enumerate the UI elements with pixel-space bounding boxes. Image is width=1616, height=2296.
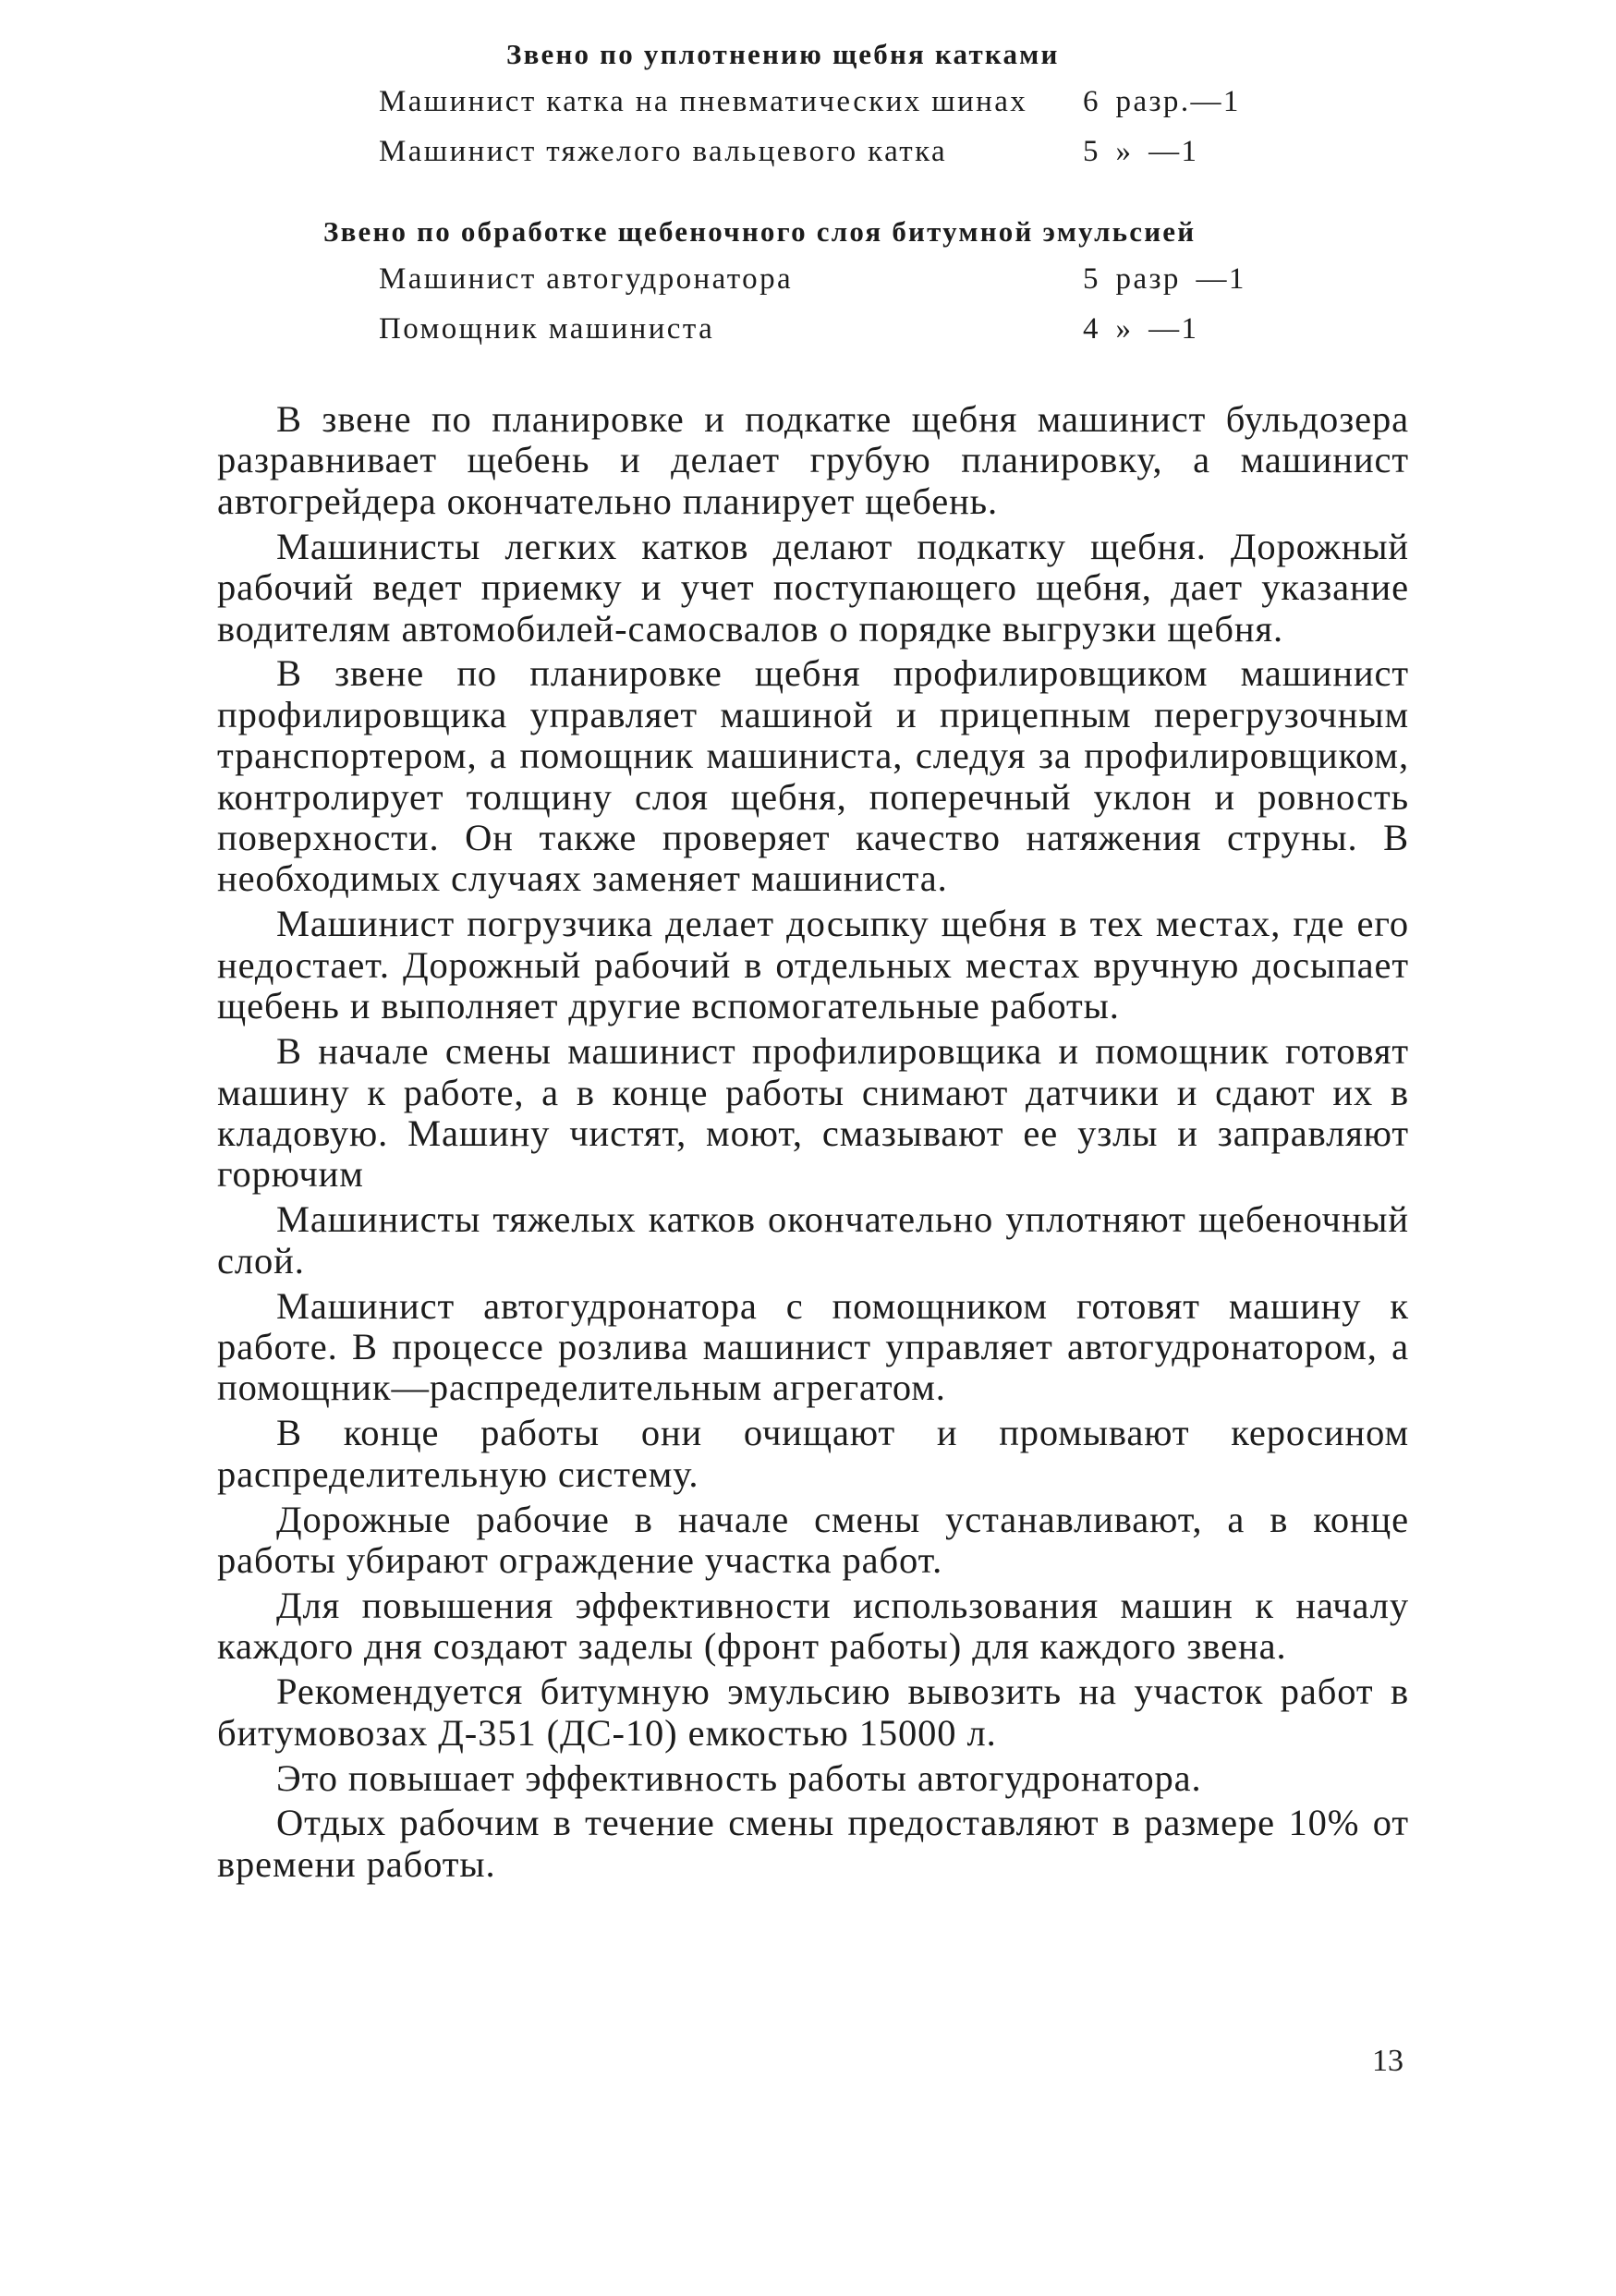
crew-grade: 5 разр —1 (1083, 262, 1246, 296)
paragraph: Машинисты тяжелых катков окончательно уплотняют щебеночный слой. (217, 1198, 1409, 1282)
crew-row (379, 312, 1238, 353)
crew-row (379, 262, 1246, 303)
paragraph: Для повышения эффективности использования машин к началу каждого дня создают заделы (фронт работы) для каждого звена. (217, 1584, 1409, 1668)
paragraph: Это повышает эффективность работы автогудронатора. (276, 1756, 1202, 1799)
crew-title-emulsion: Звено по обработке щебеночного слоя битумной эмульсией (323, 215, 1197, 248)
crew-grade: 4 » —1 (1083, 312, 1199, 346)
crew-title-compaction: Звено по уплотнению щебня катками (506, 38, 1060, 70)
body-text (217, 399, 1409, 1885)
paragraph: Рекомендуется битумную эмульсию вывозить на участок работ в битумовозах Д-351 (ДС-10) емкостью 15000 л. (217, 1670, 1409, 1754)
crew-grade: 6 разр.—1 (1083, 85, 1241, 118)
paragraph: Машинист автогудронатора с помощником готовят машину к работе. В процессе розлива машинист управляет автогудронатором, а помощник—распределительным агрегатом. (217, 1284, 1409, 1409)
crew-grade: 5 » —1 (1083, 135, 1199, 168)
crew-row (379, 135, 1238, 176)
paragraph: Машинисты легких катков делают подкатку щебня. Дорожный рабочий ведет приемку и учет поступающего щебня, дает указание водителям автомобилей-самосвалов о порядке выгрузки щебня. (217, 525, 1409, 650)
crew-role: Машинист автогудронатора (379, 262, 794, 296)
paragraph: Машинист погрузчика делает досыпку щебня в тех местах, где его недостает. Дорожный рабочий в отдельных местах вручную досыпает щебень и выполняет другие вспомогательные работы. (217, 903, 1409, 1027)
paragraph: Дорожные рабочие в начале смены устанавливают, а в конце работы убирают ограждение участка работ. (217, 1498, 1409, 1581)
crew-role: Машинист тяжелого вальцевого катка (379, 135, 948, 168)
paragraph: Отдых рабочим в течение смены предоставляют в размере 10% от времени работы. (217, 1802, 1409, 1885)
paragraph: В звене по планировке и подкатке щебня машинист бульдозера разравнивает щебень и делает грубую планировку, а машинист автогрейдера окончательно планирует щебень. (217, 398, 1409, 522)
crew-row (379, 85, 1241, 126)
paragraph: В конце работы они очищают и промывают керосином распределительную систему. (217, 1412, 1409, 1495)
paragraph: В начале смены машинист профилировщика и помощник готовят машину к работе, а в конце работы снимают датчики и сдают их в кладовую. Машину чистят, моют, смазывают ее узлы и заправляют горючим (217, 1030, 1409, 1196)
paragraph: В звене по планировке щебня профилировщиком машинист профилировщика управляет машиной и прицепным перегрузочным транспортером, а помощник машиниста, следуя за профилировщиком, контролирует толщину слоя щебня, поперечный уклон и ровность поверхности. Он также проверяет качество натяжения струны. В необходимых случаях заменяет машиниста. (217, 652, 1409, 900)
crew-role: Помощник машиниста (379, 312, 715, 346)
crew-role: Машинист катка на пневматических шинах (379, 85, 1028, 118)
page-number: 13 (1372, 2044, 1403, 2078)
